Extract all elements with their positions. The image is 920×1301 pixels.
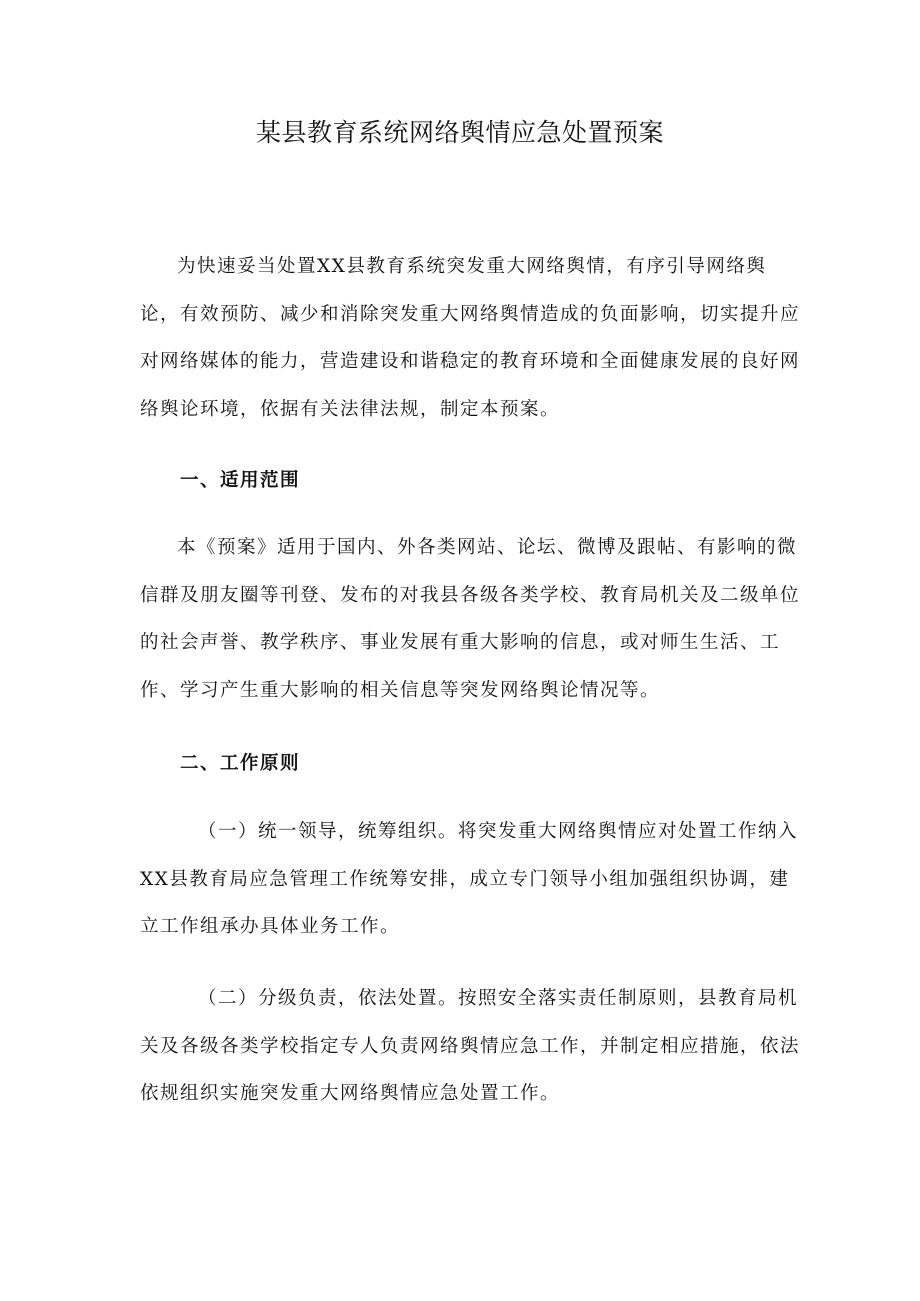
section-heading-principles: 二、工作原则 (180, 753, 301, 774)
principle-paragraph-unified-leadership: （一）统一领导，统筹组织。将突发重大网络舆情应对处置工作纳入XX县教育局应急管理工作统筹安排，成立专门领导小组加强组织协调，建立工作组承办具体业务工作。 (140, 821, 799, 937)
intro-paragraph: 为快速妥当处置XX县教育系统突发重大网络舆情，有序引导网络舆论，有效预防、减少和消除突发重大网络舆情造成的负面影响，切实提升应对网络媒体的能力，营造建设和谐稳定的教育环境和全面健康发展的良好网络舆论环境，依据有关法律法规，制定本预案。 (140, 256, 801, 420)
scope-paragraph: 本《预案》适用于国内、外各类网站、论坛、微博及跟帖、有影响的微信群及朋友圈等刊登、发布的对我县各级各类学校、教育局机关及二级单位的社会声誉、教学秩序、事业发展有重大影响的信息，或对师生生活、工作、学习产生重大影响的相关信息等突发网络舆论情况等。 (140, 537, 801, 701)
document-title: 某县教育系统网络舆情应急处置预案 (255, 118, 664, 147)
principle-paragraph-tiered-responsibility: （二）分级负责，依法处置。按照安全落实责任制原则，县教育局机关及各级各类学校指定专人负责网络舆情应急工作，并制定相应措施，依法依规组织实施突发重大网络舆情应急处置工作。 (140, 988, 801, 1104)
section-heading-scope: 一、适用范围 (180, 470, 301, 491)
